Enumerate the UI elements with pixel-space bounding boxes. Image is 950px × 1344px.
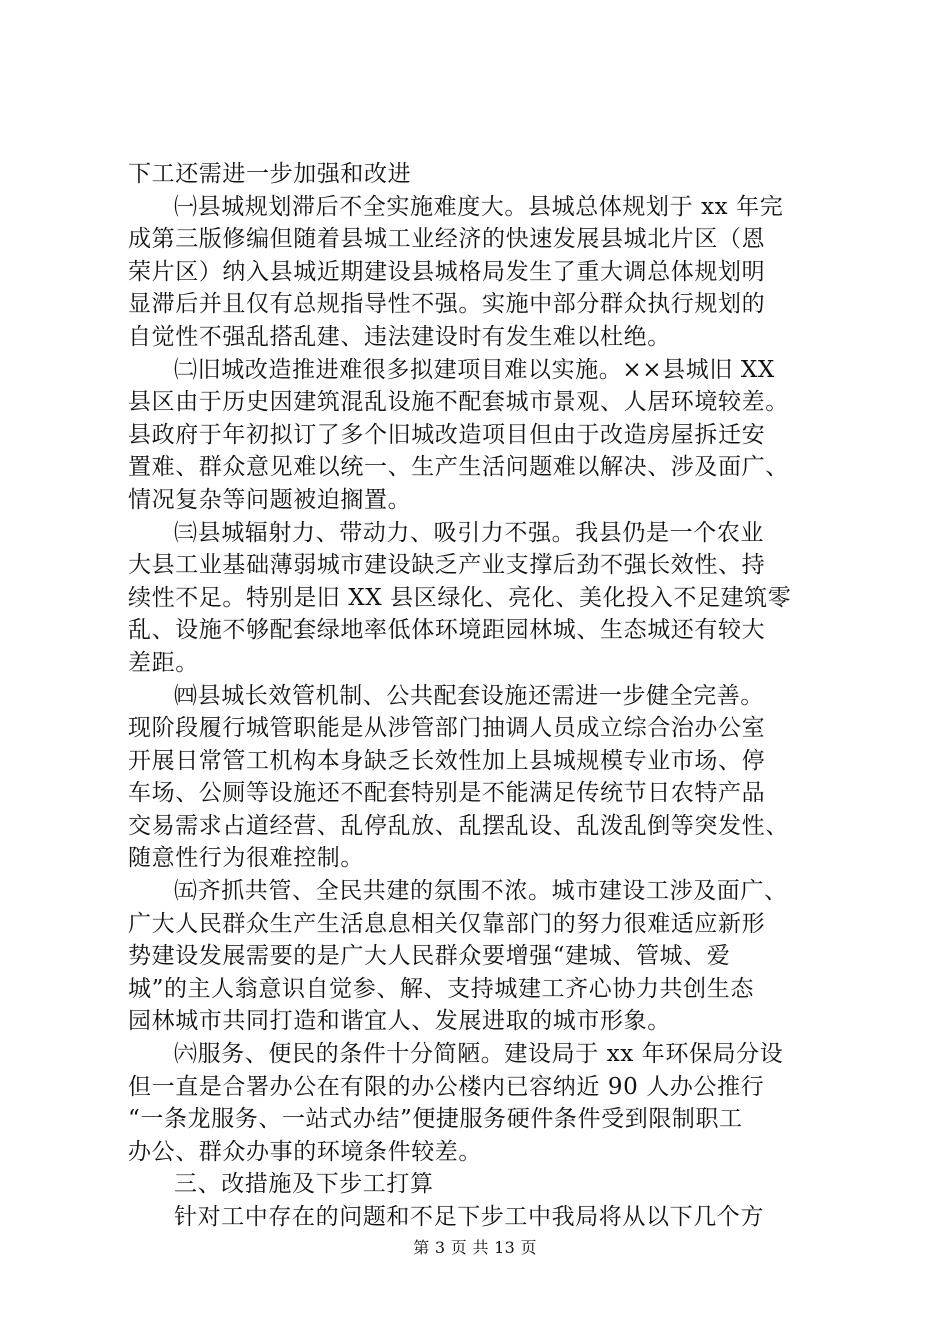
text-line: ㈠县城规划滞后不全实施难度大。县城总体规划于 xx 年完 — [174, 193, 784, 220]
text-line: 成第三版修编但随着县城工业经济的快速发展县城北片区（恩 — [128, 226, 766, 253]
text-line: 现阶段履行城管职能是从涉管部门抽调人员成立综合治办公室 — [128, 715, 766, 742]
text-line: 下工还需进一步加强和改进 — [128, 161, 412, 187]
text-line: 乱、设施不够配套绿地率低体环境距园林城、生态城还有较大 — [128, 617, 766, 644]
text-line: 续性不足。特别是旧 XX 县区绿化、亮化、美化投入不足建筑零 — [128, 584, 792, 611]
text-line: 园林城市共同打造和谐宜人、发展进取的城市形象。 — [128, 1008, 671, 1035]
text-line: 广大人民群众生产生活息息相关仅靠部门的努力很难适应新形 — [128, 910, 766, 937]
text-line: 荣片区）纳入县城近期建设县城格局发生了重大调总体规划明 — [128, 258, 766, 285]
section-heading: 三、改措施及下步工打算 — [174, 1171, 434, 1198]
text-line: 势建设发展需要的是广大人民群众要增强“建城、管城、爱 — [128, 943, 731, 970]
text-line: “一条龙服务、一站式办结”便捷服务硬件条件受到限制职工 — [128, 1106, 743, 1133]
page-number-footer: 第 3 页 共 13 页 — [413, 1238, 537, 1257]
text-line: 开展日常管工机构本身缺乏长效性加上县城规模专业市场、停 — [128, 747, 766, 774]
body-text — [128, 158, 838, 1234]
text-line: 县区由于历史因建筑混乱设施不配套城市景观、人居环境较差。 — [128, 389, 789, 416]
text-line: 自觉性不强乱搭乱建、违法建设时有发生难以杜绝。 — [128, 323, 671, 350]
text-line: 车场、公厕等设施还不配套特别是不能满足传统节日农特产品 — [128, 780, 766, 807]
text-line: ㈥服务、便民的条件十分简陋。建设局于 xx 年环保局分设 — [174, 1041, 784, 1068]
text-line: ㈢县城辐射力、带动力、吸引力不强。我县仍是一个农业 — [174, 519, 764, 546]
text-line: ㈡旧城改造推进难很多拟建项目难以实施。××县城旧 XX — [174, 356, 775, 383]
text-line: 显滞后并且仅有总规指导性不强。实施中部分群众执行规划的 — [128, 291, 766, 318]
text-line: 交易需求占道经营、乱停乱放、乱摆乱设、乱泼乱倒等突发性、 — [128, 812, 789, 839]
text-line: 城”的主人翁意识自觉参、解、支持城建工齐心协力共创生态 — [128, 975, 754, 1002]
text-line: 情况复杂等问题被迫搁置。 — [128, 486, 412, 513]
text-line: 针对工中存在的问题和不足下步工中我局将从以下几个方 — [174, 1204, 764, 1230]
text-line: 随意性行为很难控制。 — [128, 845, 364, 872]
text-line: 置难、群众意见难以统一、生产生活问题难以解决、涉及面广、 — [128, 454, 789, 481]
text-line: 办公、群众办事的环境条件较差。 — [128, 1138, 482, 1165]
text-line: 但一直是合署办公在有限的办公楼内已容纳近 90 人办公推行 — [128, 1073, 765, 1100]
text-line: 差距。 — [128, 649, 199, 676]
text-line: ㈣县城长效管机制、公共配套设施还需进一步健全完善。 — [174, 682, 764, 709]
text-line: 大县工业基础薄弱城市建设缺乏产业支撑后劲不强长效性、持 — [128, 552, 766, 579]
text-line: ㈤齐抓共管、全民共建的氛围不浓。城市建设工涉及面广、 — [174, 878, 788, 905]
text-line: 县政府于年初拟订了多个旧城改造项目但由于改造房屋拆迁安 — [128, 421, 766, 448]
